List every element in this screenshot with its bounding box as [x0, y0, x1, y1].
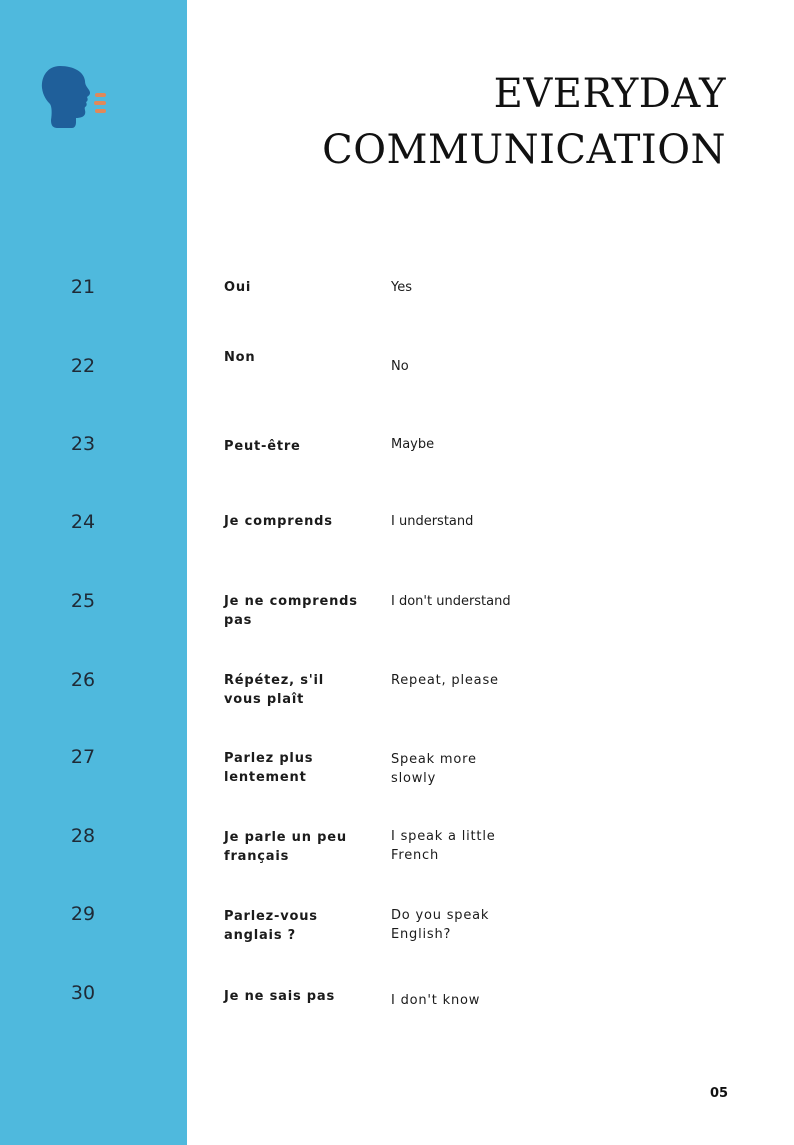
phrase-french: Parlez plus lentement	[224, 751, 314, 785]
phrase-french: Parlez-vous anglais ?	[224, 909, 318, 943]
phrase-french: Oui	[224, 280, 252, 295]
phrase-french: Je ne sais pas	[224, 989, 336, 1004]
phrase-number: 22	[70, 355, 96, 377]
phrase-number: 30	[70, 982, 96, 1004]
speaking-head-icon	[40, 64, 112, 130]
phrase-french: Je comprends	[224, 514, 333, 529]
phrase-english: Maybe	[391, 437, 435, 452]
phrase-french: Je parle un peu français	[224, 830, 347, 864]
phrase-english: Do you speak English?	[391, 908, 490, 942]
page-title	[322, 66, 726, 178]
phrase-english: I don't know	[391, 993, 481, 1008]
phrase-english: I speak a little French	[391, 829, 496, 863]
phrase-english: Yes	[391, 280, 412, 295]
phrase-number: 23	[70, 433, 96, 455]
phrase-french: Répétez, s'il vous plaît	[224, 673, 325, 707]
phrase-french: Peut-être	[224, 439, 301, 454]
phrase-french: Je ne comprends pas	[224, 594, 358, 628]
phrase-number: 21	[70, 276, 96, 298]
phrase-french: Non	[224, 350, 256, 365]
phrase-english: I understand	[391, 514, 474, 529]
phrase-number: 25	[70, 590, 96, 612]
page-number: 05	[710, 1086, 729, 1101]
phrase-english: Speak more slowly	[391, 752, 477, 786]
phrase-number: 29	[70, 903, 96, 925]
phrase-number: 28	[70, 825, 96, 847]
page-title-line-2: COMMUNICATION	[322, 127, 726, 173]
phrase-number: 27	[70, 746, 96, 768]
phrase-english: No	[391, 359, 409, 374]
sidebar	[0, 0, 187, 1145]
phrase-english: Repeat, please	[391, 673, 499, 688]
phrase-number: 26	[70, 669, 96, 691]
phrase-english: I don't understand	[391, 594, 511, 609]
page-title-line-1: EVERYDAY	[493, 71, 726, 117]
phrase-number: 24	[70, 511, 96, 533]
